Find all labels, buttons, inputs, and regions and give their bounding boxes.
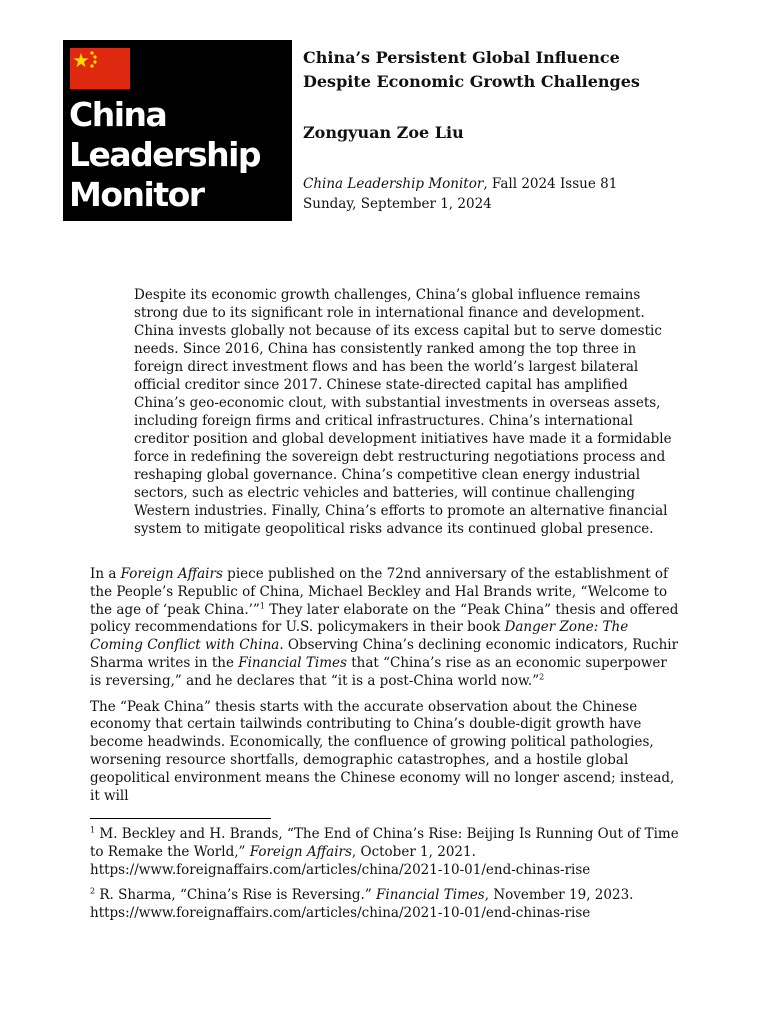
p1-text-e: that “China’s rise as an economic superpower is reversing,” and he declares that “it is a post-China world now.” xyxy=(90,654,667,689)
flag-big-star xyxy=(74,53,89,67)
abstract-paragraph: Despite its economic growth challenges, China’s global influence remains strong due to its significant role in international finance and development. China invests globally not because of its excess capital but to serve domestic needs. Since 2016, China has consistently ranked among the top three in foreign direct investment flows and has been the world’s largest bilateral official creditor since 2017. Chinese state-directed capital has amplified China’s geo-economic clout, with substantial investments in overseas assets, including foreign firms and critical infrastructures. China’s international creditor position and global development initiatives have made it a formidable force in redefining the sovereign debt restructuring negotiations process and reshaping global governance. China’s competitive clean energy industrial sectors, such as electric vehicles and batteries, will continue challenging Western industries. Finally, China’s efforts to promote an alternative financial system to mitigate geopolitical risks advance its continued global presence. xyxy=(134,287,672,537)
footnote-2-date: , November 19, 2023. xyxy=(484,887,634,904)
flag-small-star xyxy=(90,64,93,67)
flag-small-star xyxy=(93,60,96,63)
footnote-2-number: 2 xyxy=(90,886,96,896)
p1-text-a: In a xyxy=(90,566,121,582)
title-line-2: Despite Economic Growth Challenges xyxy=(303,72,640,91)
footnote-2-url[interactable]: https://www.foreignaffairs.com/articles/china/2021-10-01/end-chinas-rise xyxy=(90,905,591,922)
p1-text-d: . Observing China’s declining economic indicators, Ruchir Sharma writes in the xyxy=(90,637,679,671)
article-title xyxy=(303,46,743,94)
issue-info: , Fall 2024 Issue 81 xyxy=(483,176,618,192)
title-line-1: China’s Persistent Global Influence xyxy=(303,48,620,67)
article-body xyxy=(90,566,682,813)
footnote-1-url[interactable]: https://www.foreignaffairs.com/articles/china/2021-10-01/end-chinas-rise xyxy=(90,861,591,878)
flag-small-star xyxy=(90,51,93,54)
footnote-ref-1[interactable]: 1 xyxy=(259,601,265,611)
body-paragraph-1 xyxy=(90,566,682,691)
body-paragraph-2: The “Peak China” thesis starts with the accurate observation about the Chinese economy that certain tailwinds contributing to China’s double-digit growth have become headwinds. Economically, the confluence of growing political pathologies, worsening resource shortfalls, demographic catastrophes, and a hostile global geopolitical environment means the Chinese economy will no longer ascend; instead, it will xyxy=(90,698,675,804)
footnote-1-number: 1 xyxy=(90,825,96,835)
foreign-affairs-ref: Foreign Affairs xyxy=(120,566,223,582)
footnote-1-source: Foreign Affairs xyxy=(249,843,352,860)
footnote-2 xyxy=(90,887,690,923)
publication-date: Sunday, September 1, 2024 xyxy=(303,196,492,212)
footnote-2-source: Financial Times xyxy=(376,887,485,904)
footnote-1 xyxy=(90,826,690,879)
china-flag-icon xyxy=(70,48,130,89)
p1-text-c: They later elaborate on the “Peak China” thesis and offered policy recommendations for U.S. policymakers in their book xyxy=(90,601,679,636)
footnote-divider xyxy=(90,818,271,819)
book-title: Danger Zone: The Coming Conflict with China xyxy=(90,619,629,654)
publication-info xyxy=(303,174,743,214)
logo-line-3: Monitor xyxy=(69,175,204,214)
flag-small-star xyxy=(93,55,96,58)
article-header xyxy=(303,46,743,214)
publication-name: China Leadership Monitor xyxy=(303,176,484,192)
footnote-ref-2[interactable]: 2 xyxy=(539,672,545,682)
footnote-1-text: M. Beckley and H. Brands, “The End of China’s Rise: Beijing Is Running Out of Time to Remake the World,” xyxy=(90,826,679,860)
footnote-1-date: , October 1, 2021. xyxy=(351,843,476,860)
logo-line-1: China xyxy=(69,95,167,134)
financial-times-ref: Financial Times xyxy=(238,654,347,671)
footnotes-section xyxy=(90,826,690,931)
logo-line-2: Leadership xyxy=(69,135,261,174)
author-name: Zongyuan Zoe Liu xyxy=(303,123,464,142)
p1-text-b: piece published on the 72nd anniversary of the establishment of the People’s Republic of China, Michael Beckley and Hal Brands write, “Welcome to the age of ‘peak China.’” xyxy=(90,566,669,618)
china-leadership-monitor-logo xyxy=(63,40,292,221)
logo-wordmark xyxy=(69,95,260,215)
footnote-2-text: R. Sharma, “China’s Rise is Reversing.” xyxy=(95,887,377,904)
